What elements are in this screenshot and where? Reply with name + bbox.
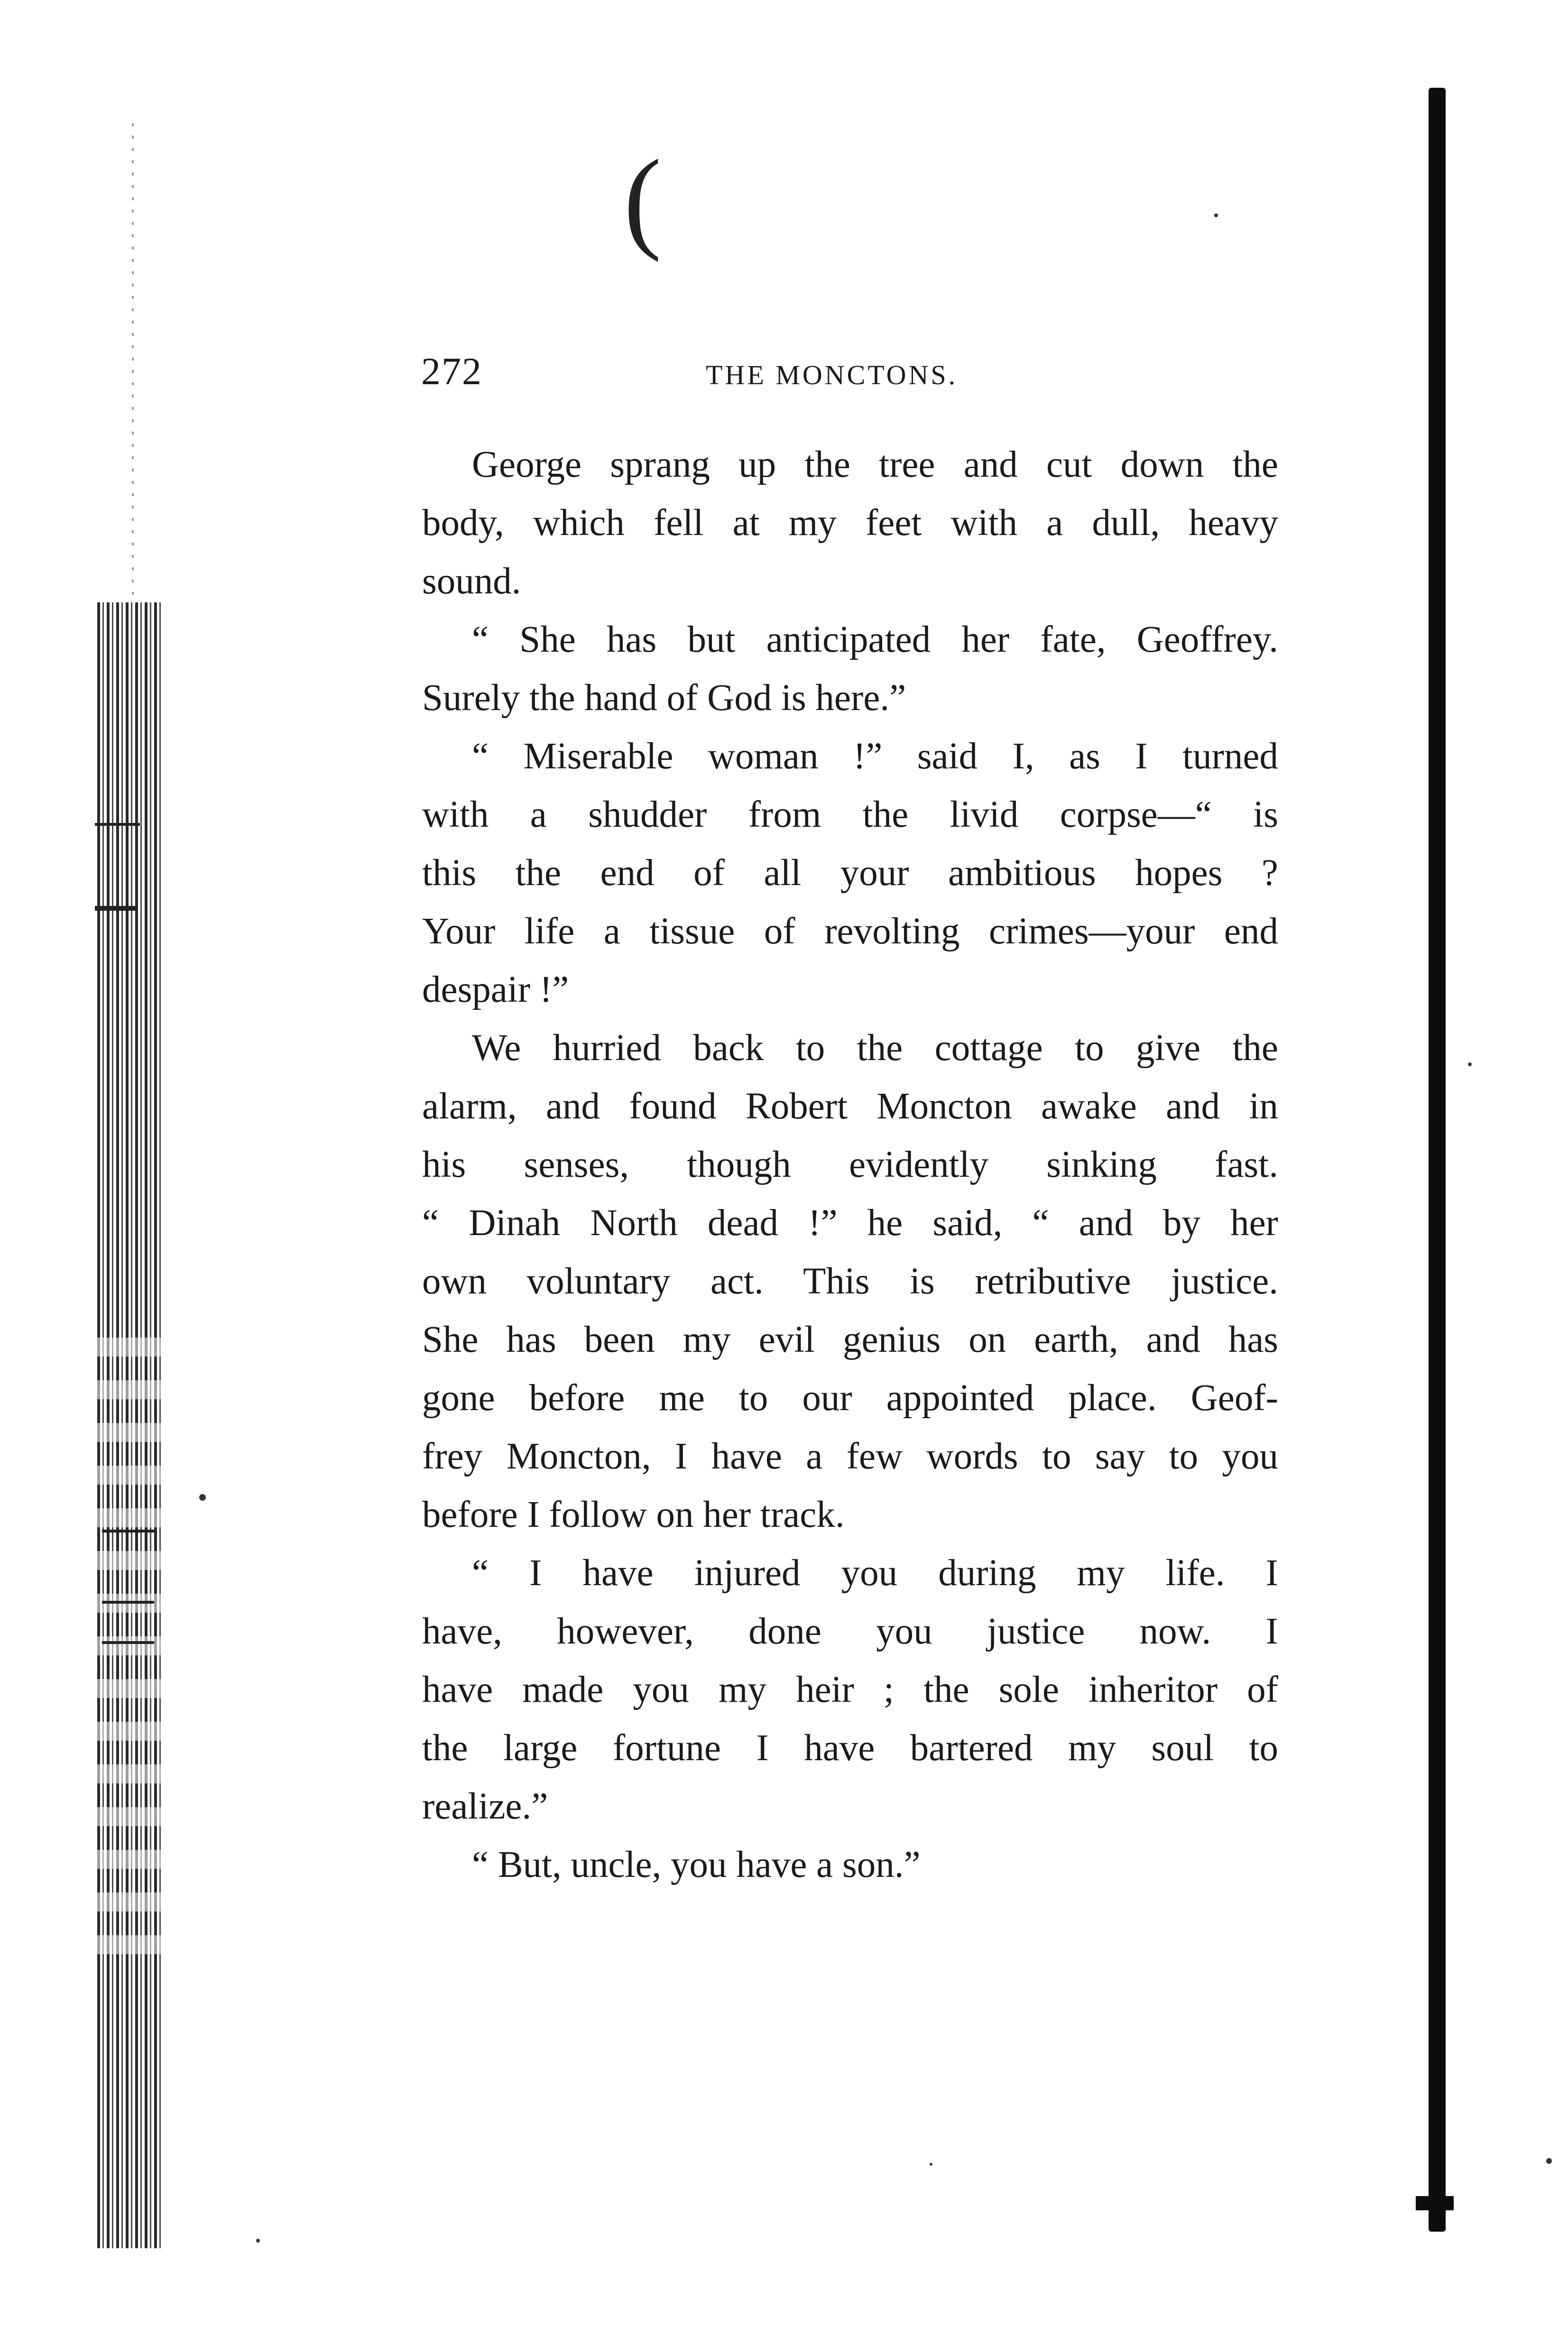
text-line: own voluntary act. This is retributive justice. [422, 1261, 1278, 1302]
running-title: THE MONCTONS. [706, 360, 958, 390]
text-line: Your life a tissue of revolting crimes—your end [422, 911, 1278, 952]
text-line: “ But, uncle, you have a son.” [472, 1844, 921, 1885]
scan-edge-strip-fade [97, 1338, 164, 1954]
scan-stray-mark: ( [624, 136, 662, 262]
text-line: alarm, and found Robert Moncton awake and in [422, 1086, 1278, 1127]
text-line: sound. [422, 561, 521, 602]
text-line: realize.” [422, 1786, 548, 1827]
text-line: “ Miserable woman !” said I, as I turned [472, 736, 1278, 777]
text-line: gone before me to our appointed place. Geof- [422, 1377, 1278, 1419]
page-number: 272 [421, 350, 482, 393]
text-line: “ She has but anticipated her fate, Geoffrey. [472, 619, 1278, 660]
text-line: his senses, though evidently sinking fast. [422, 1144, 1278, 1185]
text-line: despair !” [422, 969, 569, 1010]
body-text [422, 435, 1278, 1894]
text-line: George sprang up the tree and cut down the [472, 444, 1278, 485]
scan-speck [1468, 1062, 1472, 1066]
text-line: have, however, done you justice now. I [422, 1611, 1278, 1652]
text-line: before I follow on her track. [422, 1494, 845, 1535]
running-head [421, 345, 1284, 397]
text-line: frey Moncton, I have a few words to say to you [422, 1436, 1278, 1477]
text-line: “ I have injured you during my life. I [472, 1552, 1278, 1594]
scan-speck [199, 1494, 206, 1501]
text-line: body, which fell at my feet with a dull, heavy [422, 502, 1278, 544]
text-line: this the end of all your ambitious hopes ? [422, 852, 1278, 894]
text-line: the large fortune I have bartered my soul to [422, 1727, 1278, 1769]
scan-speck [930, 2163, 932, 2166]
scan-edge-tick [102, 1530, 154, 1533]
scan-binding-shadow [1429, 88, 1446, 2232]
scan-edge-tick [102, 1641, 154, 1644]
scan-speck [1214, 213, 1218, 217]
scan-binding-shadow-foot [1416, 2196, 1454, 2210]
text-line: have made you my heir ; the sole inheritor of [422, 1669, 1278, 1710]
text-line: She has been my evil genius on earth, and has [422, 1319, 1278, 1360]
scan-edge-tick [102, 1601, 154, 1604]
text-line: “ Dinah North dead !” he said, “ and by her [422, 1202, 1278, 1244]
text-line: with a shudder from the livid corpse—“ is [422, 794, 1278, 835]
text-line: Surely the hand of God is here.” [422, 677, 906, 719]
scan-speck [1546, 2158, 1552, 2164]
scan-speck [256, 2239, 260, 2243]
scan-edge-tick [95, 823, 140, 826]
scan-edge-tick [95, 906, 138, 911]
text-line: We hurried back to the cottage to give the [472, 1027, 1278, 1069]
